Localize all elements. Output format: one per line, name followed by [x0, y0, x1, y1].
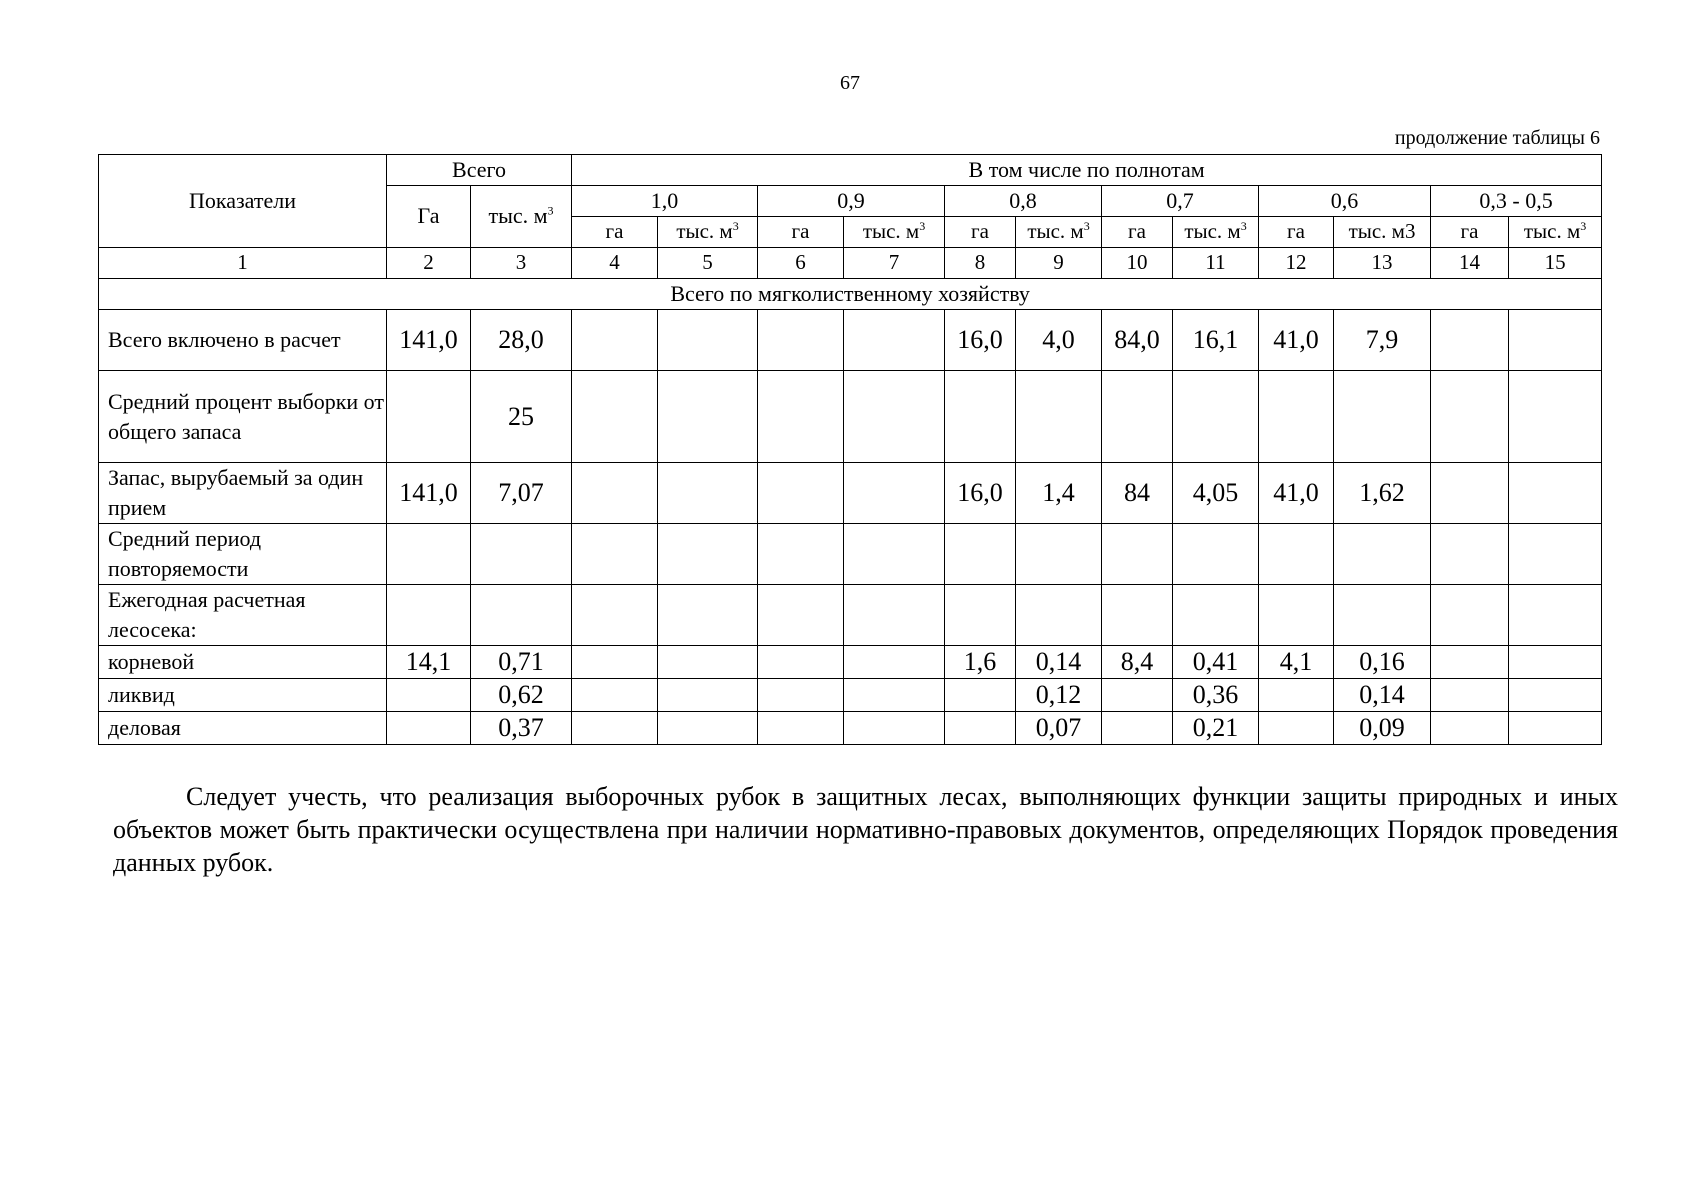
table-cell: 41,0 — [1259, 463, 1334, 524]
column-number: 12 — [1259, 248, 1334, 279]
table-cell — [945, 679, 1016, 712]
table-cell: 1,6 — [945, 646, 1016, 679]
row-label: Средний процент выборки от общего запаса — [99, 371, 387, 463]
header-sub-volume: тыс. $м^3$ — [844, 217, 945, 248]
table-cell: 0,71 — [471, 646, 572, 679]
table-cell — [572, 585, 658, 646]
column-number: 1 — [99, 248, 387, 279]
header-sub-volume: тыс. $м^3$ — [658, 217, 758, 248]
table-cell — [387, 712, 471, 745]
column-number: 13 — [1334, 248, 1431, 279]
table-cell — [1509, 371, 1602, 463]
table-cell: 1,62 — [1334, 463, 1431, 524]
table-cell — [1431, 524, 1509, 585]
table-cell — [844, 371, 945, 463]
column-number: 7 — [844, 248, 945, 279]
table-cell — [1016, 524, 1102, 585]
table-cell: 0,14 — [1334, 679, 1431, 712]
table-cell — [1173, 524, 1259, 585]
header-total-ha: Га — [387, 186, 471, 248]
table-row — [99, 585, 1602, 646]
table-cell — [572, 524, 658, 585]
column-number: 8 — [945, 248, 1016, 279]
column-number: 3 — [471, 248, 572, 279]
row-label: корневой — [99, 646, 387, 679]
table-cell — [758, 712, 844, 745]
table-cell: 28,0 — [471, 310, 572, 371]
table-cell: 0,62 — [471, 679, 572, 712]
header-sub-ha: га — [1259, 217, 1334, 248]
table-cell — [758, 310, 844, 371]
header-including: В том числе по полнотам — [572, 155, 1602, 186]
table-cell — [945, 712, 1016, 745]
header-sub-volume: тыс. $м^3$ — [1016, 217, 1102, 248]
table-cell — [658, 524, 758, 585]
data-table — [98, 154, 1602, 745]
table-cell — [387, 524, 471, 585]
table-cell: 0,36 — [1173, 679, 1259, 712]
table-cell: 16,1 — [1173, 310, 1259, 371]
section-row — [99, 279, 1602, 310]
table-cell — [1509, 712, 1602, 745]
header-density-group: 1,0 — [572, 186, 758, 217]
table-row — [99, 463, 1602, 524]
column-number: 9 — [1016, 248, 1102, 279]
table-cell — [758, 524, 844, 585]
table-cell — [1509, 679, 1602, 712]
table-cell — [844, 646, 945, 679]
table-cell — [1509, 585, 1602, 646]
table-cell: 16,0 — [945, 463, 1016, 524]
row-label: ликвид — [99, 679, 387, 712]
table-cell — [658, 712, 758, 745]
table-cell — [572, 646, 658, 679]
table-cell: 4,05 — [1173, 463, 1259, 524]
row-label: деловая — [99, 712, 387, 745]
column-numbers-row — [99, 248, 1602, 279]
table-cell — [387, 679, 471, 712]
column-number: 11 — [1173, 248, 1259, 279]
table-cell: 25 — [471, 371, 572, 463]
table-cell: 0,37 — [471, 712, 572, 745]
column-number: 10 — [1102, 248, 1173, 279]
header-sub-ha: га — [945, 217, 1016, 248]
table-cell — [572, 712, 658, 745]
table-cell — [1509, 524, 1602, 585]
table-cell — [1431, 310, 1509, 371]
table-cell — [1431, 646, 1509, 679]
table-row — [99, 646, 1602, 679]
header-density-group: 0,6 — [1259, 186, 1431, 217]
table-row — [99, 310, 1602, 371]
table-cell — [1102, 679, 1173, 712]
column-number: 5 — [658, 248, 758, 279]
table-cell: 84 — [1102, 463, 1173, 524]
table-cell — [471, 524, 572, 585]
table-cell: 0,14 — [1016, 646, 1102, 679]
table-cell — [1259, 679, 1334, 712]
table-cell — [1509, 646, 1602, 679]
column-number: 15 — [1509, 248, 1602, 279]
table-cell: 1,4 — [1016, 463, 1102, 524]
table-cell: 7,9 — [1334, 310, 1431, 371]
table-cell — [658, 463, 758, 524]
table-cell — [844, 524, 945, 585]
table-cell — [844, 463, 945, 524]
table-cell: 8,4 — [1102, 646, 1173, 679]
table-cell — [1016, 585, 1102, 646]
row-label: Ежегодная расчетная лесосека: — [99, 585, 387, 646]
table-cell — [1259, 585, 1334, 646]
header-sub-ha: га — [1431, 217, 1509, 248]
table-cell — [572, 310, 658, 371]
table-cell — [1431, 463, 1509, 524]
header-row-1 — [99, 155, 1602, 186]
table-cell — [1509, 310, 1602, 371]
table-cell — [1102, 371, 1173, 463]
table-cell — [758, 646, 844, 679]
table-cell: 141,0 — [387, 463, 471, 524]
table-cell: 0,41 — [1173, 646, 1259, 679]
header-density-group: 0,8 — [945, 186, 1102, 217]
header-sub-ha: га — [758, 217, 844, 248]
header-sub-volume-alt: тыс. м3 — [1334, 217, 1431, 248]
table-cell — [658, 585, 758, 646]
header-total-volume: тыс. $м^3$ — [471, 186, 572, 248]
table-cell: 141,0 — [387, 310, 471, 371]
header-sub-volume: тыс. $м^3$ — [1173, 217, 1259, 248]
section-title: Всего по мягколиственному хозяйству — [99, 279, 1602, 310]
table-cell — [658, 310, 758, 371]
table-cell: 14,1 — [387, 646, 471, 679]
header-density-group: 0,9 — [758, 186, 945, 217]
row-label: Запас, вырубаемый за один прием — [99, 463, 387, 524]
table-cell — [1102, 712, 1173, 745]
table-cell — [758, 585, 844, 646]
header-sub-ha: га — [572, 217, 658, 248]
table-cell — [945, 371, 1016, 463]
table-row — [99, 712, 1602, 745]
table-cell — [1431, 585, 1509, 646]
row-label: Средний период повторяемости — [99, 524, 387, 585]
header-total: Всего — [387, 155, 572, 186]
table-cell — [758, 371, 844, 463]
table-row — [99, 371, 1602, 463]
table-cell — [1509, 463, 1602, 524]
table-cell — [658, 679, 758, 712]
table-cell — [1173, 585, 1259, 646]
table-cell — [1259, 524, 1334, 585]
table-cell — [945, 585, 1016, 646]
table-cell: 16,0 — [945, 310, 1016, 371]
table-cell — [572, 371, 658, 463]
table-cell — [387, 585, 471, 646]
table-cell — [1173, 371, 1259, 463]
table-cell — [1102, 585, 1173, 646]
table-cell — [1334, 371, 1431, 463]
table-cell — [572, 679, 658, 712]
table-cell — [844, 310, 945, 371]
table-cell — [1431, 371, 1509, 463]
table-cell — [945, 524, 1016, 585]
table-cell — [572, 463, 658, 524]
table-row — [99, 679, 1602, 712]
table-cell — [387, 371, 471, 463]
table-cell: 0,12 — [1016, 679, 1102, 712]
table-cell — [1431, 679, 1509, 712]
table-cell — [471, 585, 572, 646]
table-cell: 0,09 — [1334, 712, 1431, 745]
table-cell — [758, 679, 844, 712]
header-sub-ha: га — [1102, 217, 1173, 248]
header-sub-volume: тыс. $м^3$ — [1509, 217, 1602, 248]
table-cell — [1102, 524, 1173, 585]
table-cell — [758, 463, 844, 524]
row-label: Всего включено в расчет — [99, 310, 387, 371]
table-cell: 41,0 — [1259, 310, 1334, 371]
column-number: 2 — [387, 248, 471, 279]
table-cell — [1334, 585, 1431, 646]
table-row — [99, 524, 1602, 585]
table-cell: 0,21 — [1173, 712, 1259, 745]
table-cell: 4,0 — [1016, 310, 1102, 371]
table-cell — [844, 679, 945, 712]
table-cell — [1334, 524, 1431, 585]
header-density-group: 0,7 — [1102, 186, 1259, 217]
table-continuation-label: продолжение таблицы 6 — [1394, 127, 1600, 149]
page-number: 67 — [840, 72, 860, 94]
table-cell — [844, 712, 945, 745]
column-number: 4 — [572, 248, 658, 279]
table-cell — [1259, 371, 1334, 463]
table-cell: 0,16 — [1334, 646, 1431, 679]
table-cell — [658, 371, 758, 463]
header-density-group: 0,3 - 0,5 — [1431, 186, 1602, 217]
table-cell — [1016, 371, 1102, 463]
table-cell — [658, 646, 758, 679]
column-number: 6 — [758, 248, 844, 279]
header-indicators: Показатели — [99, 155, 387, 248]
table-cell — [1431, 712, 1509, 745]
table-cell: 7,07 — [471, 463, 572, 524]
table-cell: 4,1 — [1259, 646, 1334, 679]
table-cell: 0,07 — [1016, 712, 1102, 745]
table-cell: 84,0 — [1102, 310, 1173, 371]
column-number: 14 — [1431, 248, 1509, 279]
table-cell — [1259, 712, 1334, 745]
body-paragraph: Следует учесть, что реализация выборочных рубок в защитных лесах, выполняющих функции защиты природных и иных объектов может быть практически осуществлена при наличии нормативно-правовых документов, определяющих Порядок проведения данных рубок. — [113, 782, 1618, 877]
table-cell — [844, 585, 945, 646]
